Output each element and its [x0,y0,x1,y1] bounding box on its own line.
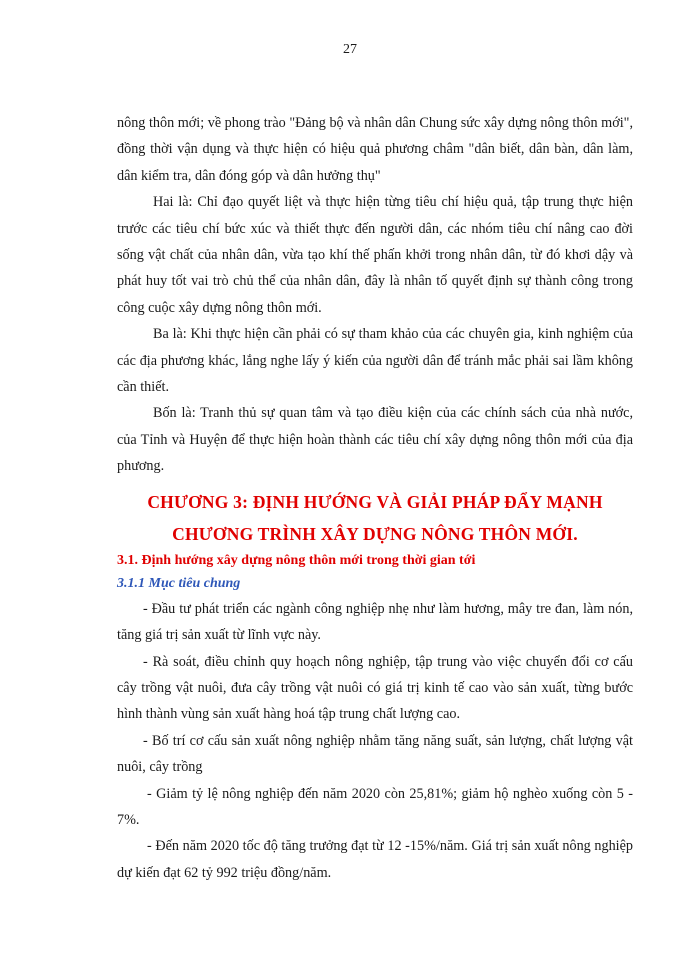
chapter-heading [117,486,633,550]
page-number: 27 [343,42,357,57]
list-item: - Đầu tư phát triển các ngành công nghiệp nhẹ như làm hương, mây tre đan, làm nón, tăng giá trị sản xuất từ lĩnh vực này. [117,600,633,644]
list-item: - Bố trí cơ cấu sản xuất nông nghiệp nhằm tăng năng suất, sản lượng, chất lượng vật nuôi, cây trồng [117,732,633,776]
paragraph-ba-la: Ba là: Khi thực hiện cần phải có sự tham khảo của các chuyên gia, kinh nghiệm của các địa phương khác, lắng nghe lấy ý kiến của người dân để tránh mắc phải sai lầm không cần thiết. [117,326,633,396]
list-item: - Giảm tỷ lệ nông nghiệp đến năm 2020 còn 25,81%; giảm hộ nghèo xuống còn 5 - 7%. [117,785,633,828]
subsection-heading: 3.1.1 Mục tiêu chung [117,575,241,591]
paragraph-hai-la: Hai là: Chỉ đạo quyết liệt và thực hiện từng tiêu chí hiệu quả, tập trung thực hiện trước các tiêu chí bức xúc và thiết thực đến người dân, các nhóm tiêu chí nâng cao đời sống vật chất của nhân dân, vừa tạo khí thế phấn khởi trong nhân dân, từ đó khơi dậy và phát huy tốt vai trò chủ thể của nhân dân, đây là nhân tố quyết định sự thành công trong công cuộc xây dựng nông thôn mới. [117,194,633,316]
list-item: - Rà soát, điều chỉnh quy hoạch nông nghiệp, tập trung vào việc chuyển đổi cơ cấu cây trồng vật nuôi, đưa cây trồng vật nuôi có giá trị kinh tế cao vào sản xuất, từng bước hình thành vùng sản xuất hàng hoá tập trung chất lượng cao. [117,653,633,723]
document-body [117,110,633,886]
paragraph-bon-la: Bốn là: Tranh thủ sự quan tâm và tạo điều kiện của các chính sách của nhà nước, của Tỉnh và Huyện để thực hiện hoàn thành các tiêu chí xây dựng nông thôn mới của địa phương. [117,405,633,475]
chapter-heading-line-1: CHƯƠNG 3: ĐỊNH HƯỚNG VÀ GIẢI PHÁP ĐẨY MẠNH [147,491,603,512]
chapter-heading-line-2: CHƯƠNG TRÌNH XÂY DỰNG NÔNG THÔN MỚI. [172,523,578,544]
section-heading: 3.1. Định hướng xây dựng nông thôn mới trong thời gian tới [117,552,476,568]
list-item: - Đến năm 2020 tốc độ tăng trưởng đạt từ 12 -15%/năm. Giá trị sản xuất nông nghiệp dự kiến đạt 62 tỷ 992 triệu đồng/năm. [117,838,633,881]
paragraph-intro-continuation: nông thôn mới; về phong trào "Đảng bộ và nhân dân Chung sức xây dựng nông thôn mới", đồng thời vận dụng và thực hiện có hiệu quả phương châm "dân biết, dân bàn, dân làm, dân kiểm tra, dân đóng góp và dân hưởng thụ" [117,115,633,184]
